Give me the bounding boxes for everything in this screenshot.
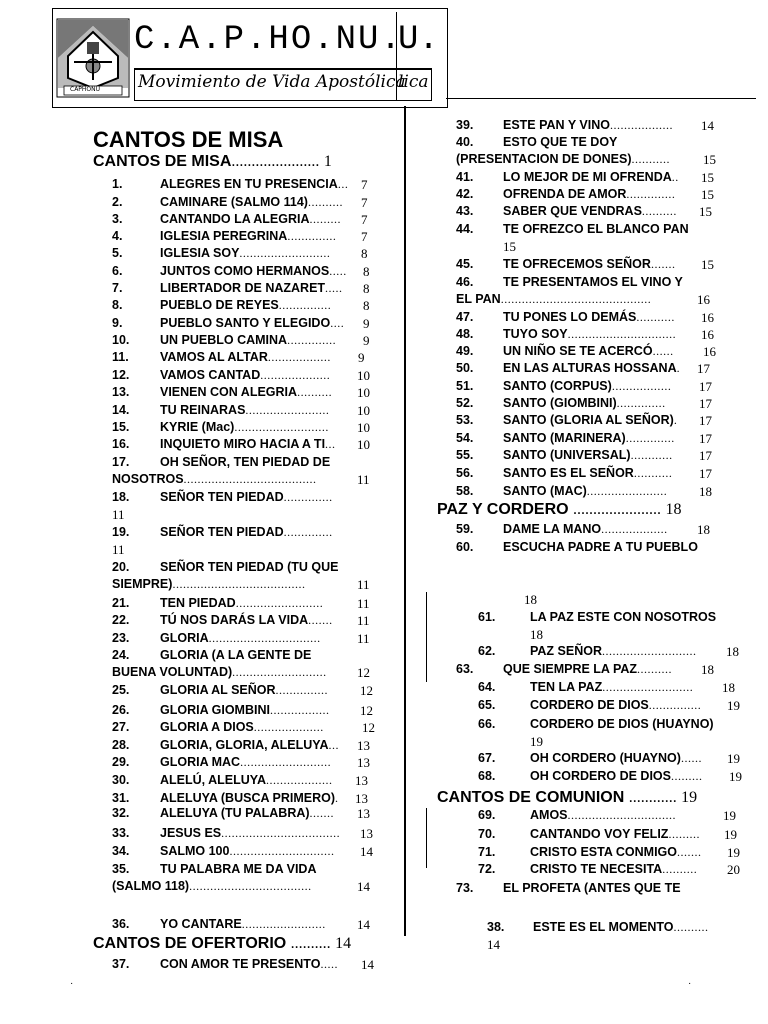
- entry-number: 56.: [456, 466, 474, 480]
- entry-number: 27.: [112, 720, 130, 734]
- entry-number: 51.: [456, 379, 474, 393]
- entry-title: ALELUYA (TU PALABRA).......: [160, 806, 335, 820]
- logo: [56, 18, 130, 98]
- entry-number: 52.: [456, 396, 474, 410]
- margin-bar: [426, 592, 427, 682]
- entry-title: TU REINARAS........................: [160, 403, 330, 417]
- entry-title: JUNTOS COMO HERMANOS.....: [160, 264, 347, 278]
- entry-title: ALEGRES EN TU PRESENCIA...: [160, 177, 349, 191]
- entry-number: 50.: [456, 361, 474, 375]
- entry-number: 54.: [456, 431, 474, 445]
- entry-title: UN PUEBLO CAMINA..............: [160, 333, 337, 347]
- section-heading-comunion: [437, 789, 697, 807]
- heading-text: CANTOS DE MISA: [93, 153, 232, 170]
- page-number: 19: [681, 789, 698, 806]
- entry-page: 18: [699, 484, 712, 499]
- entry-number: 25.: [112, 683, 130, 697]
- entry-title: SEÑOR TEN PIEDAD (TU QUE: [160, 560, 339, 574]
- entry-page: 11: [357, 577, 370, 592]
- entry-number: 73.: [456, 881, 474, 895]
- entry-title: TU PONES LO DEMÁS...........: [503, 310, 675, 324]
- entry-page: 15: [701, 170, 714, 185]
- entry-number: 47.: [456, 310, 474, 324]
- entry-title: ESCUCHA PADRE A TU PUEBLO: [503, 540, 698, 554]
- entry-title: TÚ NOS DARÁS LA VIDA.......: [160, 613, 333, 627]
- entry-number: 5.: [112, 246, 123, 260]
- entry-page: 9: [363, 333, 370, 348]
- entry-page: 13: [357, 806, 370, 821]
- entry-title: SEÑOR TEN PIEDAD..............: [160, 490, 333, 504]
- entry-page: 14: [701, 118, 714, 133]
- entry-page: 12: [362, 720, 375, 735]
- logo-caption: CAPHONU: [70, 86, 101, 93]
- entry-number: 49.: [456, 344, 474, 358]
- entry-page: 17: [699, 466, 712, 481]
- entry-number: 15.: [112, 420, 130, 434]
- heading-text: PAZ Y CORDERO: [437, 501, 569, 518]
- entry-number: 58.: [456, 484, 474, 498]
- leader-dots: ............: [628, 789, 677, 806]
- entry-number: 41.: [456, 170, 474, 184]
- entry-page: 13: [357, 738, 370, 753]
- entry-title: CORDERO DE DIOS (HUAYNO): [530, 717, 714, 731]
- entry-title: VAMOS CANTAD....................: [160, 368, 331, 382]
- entry-number: 1.: [112, 177, 123, 191]
- leader-dots: ..........: [290, 935, 331, 952]
- entry-page: 15: [703, 152, 716, 167]
- entry-title: GLORIA MAC..........................: [160, 755, 332, 769]
- entry-page: 9: [363, 316, 370, 331]
- entry-page: 11: [112, 542, 125, 557]
- section-heading-paz: [437, 501, 681, 519]
- entry-page: 13: [357, 755, 370, 770]
- entry-page: 11: [357, 613, 370, 628]
- entry-title: CRISTO TE NECESITA..........: [530, 862, 698, 876]
- entry-page: 18: [722, 680, 735, 695]
- section-title: CANTOS DE MISA: [93, 127, 284, 152]
- entry-title: TE OFREZCO EL BLANCO PAN: [503, 222, 689, 236]
- entry-page: 13: [355, 773, 368, 788]
- entry-number: 64.: [478, 680, 496, 694]
- entry-title: PUEBLO SANTO Y ELEGIDO....: [160, 316, 345, 330]
- entry-page: 16: [697, 292, 710, 307]
- entry-title: YO CANTARE........................: [160, 917, 326, 931]
- entry-title: ALELUYA (BUSCA PRIMERO).: [160, 791, 339, 805]
- entry-page: 8: [363, 264, 370, 279]
- entry-title: IGLESIA SOY..........................: [160, 246, 331, 260]
- entry-number: 3.: [112, 212, 123, 226]
- entry-page: 14: [357, 917, 370, 932]
- entry-page: 15: [701, 257, 714, 272]
- entry-title: AMOS...............................: [530, 808, 676, 822]
- entry-number: 53.: [456, 413, 474, 427]
- entry-number: 40.: [456, 135, 474, 149]
- entry-title: PUEBLO DE REYES...............: [160, 298, 332, 312]
- entry-number: 37.: [112, 957, 130, 971]
- entry-title: LIBERTADOR DE NAZARET.....: [160, 281, 343, 295]
- entry-title: SANTO (MAC).......................: [503, 484, 668, 498]
- entry-page: 19: [723, 808, 736, 823]
- entry-title: VAMOS AL ALTAR..................: [160, 350, 331, 364]
- entry-page: 19: [727, 751, 740, 766]
- entry-title: TEN PIEDAD.........................: [160, 596, 324, 610]
- entry-page: 18: [524, 592, 537, 607]
- entry-page: 19: [530, 734, 543, 749]
- entry-page: 17: [697, 361, 710, 376]
- entry-title: OH CORDERO DE DIOS.........: [530, 769, 703, 783]
- entry-number: 59.: [456, 522, 474, 536]
- entry-title: VIENEN CON ALEGRIA..........: [160, 385, 333, 399]
- entry-number: 32.: [112, 806, 130, 820]
- entry-number: 42.: [456, 187, 474, 201]
- entry-number: 11.: [112, 350, 129, 364]
- entry-page: 9: [358, 350, 365, 365]
- entry-title: GLORIA (A LA GENTE DE: [160, 648, 312, 662]
- entry-title-cont: (PRESENTACION DE DONES)...........: [456, 152, 670, 166]
- entry-number: 33.: [112, 826, 130, 840]
- entry-number: 29.: [112, 755, 130, 769]
- entry-title: OH SEÑOR, TEN PIEDAD DE: [160, 455, 331, 469]
- entry-number: 48.: [456, 327, 474, 341]
- entry-page: 7: [361, 177, 368, 192]
- entry-number: 10.: [112, 333, 130, 347]
- entry-page: 12: [360, 683, 373, 698]
- entry-number: 30.: [112, 773, 130, 787]
- brand-title: C.A.P.HO.NU.: [134, 21, 403, 59]
- entry-title: EN LAS ALTURAS HOSSANA.: [503, 361, 681, 375]
- entry-title: CAMINARE (SALMO 114)..........: [160, 195, 343, 209]
- entry-page: 10: [357, 385, 370, 400]
- entry-number: 8.: [112, 298, 123, 312]
- entry-page: 14: [360, 844, 373, 859]
- column-divider: [404, 106, 406, 936]
- entry-number: 26.: [112, 703, 130, 717]
- entry-title: ESTO QUE TE DOY: [503, 135, 618, 149]
- entry-page: 17: [699, 413, 712, 428]
- section-heading-ofertorio: [93, 935, 351, 953]
- entry-title: SEÑOR TEN PIEDAD..............: [160, 525, 333, 539]
- entry-title: ESTE ES EL MOMENTO..........: [533, 920, 709, 934]
- entry-page: 8: [361, 246, 368, 261]
- entry-page: 16: [701, 310, 714, 325]
- entry-title: QUE SIEMPRE LA PAZ..........: [503, 662, 673, 676]
- entry-title: SANTO (CORPUS).................: [503, 379, 672, 393]
- entry-title-cont: NOSOTROS......................................: [112, 472, 317, 486]
- page-number: 1: [323, 153, 332, 170]
- entry-title: UN NIÑO SE TE ACERCÓ......: [503, 344, 674, 358]
- entry-title: CANTANDO VOY FELIZ.........: [530, 827, 700, 841]
- entry-title: TU PALABRA ME DA VIDA: [160, 862, 317, 876]
- entry-title: ESTE PAN Y VINO..................: [503, 118, 673, 132]
- entry-number: 2.: [112, 195, 123, 209]
- page-mark: ·: [70, 978, 74, 989]
- entry-number: 68.: [478, 769, 496, 783]
- entry-title: PAZ SEÑOR...........................: [530, 644, 697, 658]
- entry-page: 10: [357, 420, 370, 435]
- entry-title: LO MEJOR DE MI OFRENDA..: [503, 170, 679, 184]
- entry-title: CANTANDO LA ALEGRIA.........: [160, 212, 342, 226]
- entry-title: EL PROFETA (ANTES QUE TE: [503, 881, 681, 895]
- entry-page: 10: [357, 368, 370, 383]
- entry-title: TEN LA PAZ..........................: [530, 680, 694, 694]
- entry-title: SANTO (GLORIA AL SEÑOR).: [503, 413, 678, 427]
- entry-page: 12: [360, 703, 373, 718]
- entry-number: 62.: [478, 644, 496, 658]
- tagline: Movimiento de Vida Apostólica: [138, 72, 406, 92]
- entry-page: 7: [361, 212, 368, 227]
- entry-title: SANTO (UNIVERSAL)............: [503, 448, 673, 462]
- entry-title-cont: SIEMPRE)......................................: [112, 577, 306, 591]
- entry-number: 23.: [112, 631, 130, 645]
- entry-page: 15: [701, 187, 714, 202]
- entry-title: CON AMOR TE PRESENTO.....: [160, 957, 338, 971]
- entry-number: 35.: [112, 862, 130, 876]
- entry-title: OH CORDERO (HUAYNO)......: [530, 751, 702, 765]
- entry-page: 10: [357, 403, 370, 418]
- entry-number: 21.: [112, 596, 130, 610]
- entry-title: SANTO (GIOMBINI)..............: [503, 396, 666, 410]
- entry-number: 46.: [456, 275, 474, 289]
- entry-page: 17: [699, 431, 712, 446]
- entry-page: 13: [360, 826, 373, 841]
- entry-number: 65.: [478, 698, 496, 712]
- entry-title: LA PAZ ESTE CON NOSOTROS: [530, 610, 717, 624]
- entry-page: 19: [727, 698, 740, 713]
- entry-number: 17.: [112, 455, 130, 469]
- entry-title: CORDERO DE DIOS...............: [530, 698, 702, 712]
- entry-title: GLORIA A DIOS....................: [160, 720, 324, 734]
- entry-number: 39.: [456, 118, 474, 132]
- entry-title: GLORIA AL SEÑOR...............: [160, 683, 329, 697]
- entry-page: 11: [112, 507, 125, 522]
- entry-number: 71.: [478, 845, 496, 859]
- entry-page: 18: [701, 662, 714, 677]
- entry-number: 38.: [487, 920, 505, 934]
- entry-page: 11: [357, 631, 370, 646]
- entry-page: 19: [727, 845, 740, 860]
- entry-number: 67.: [478, 751, 496, 765]
- page-mark: ·: [688, 978, 692, 989]
- entry-title: IGLESIA PEREGRINA..............: [160, 229, 337, 243]
- heading-text: CANTOS DE OFERTORIO: [93, 935, 287, 952]
- entry-title: GLORIA GIOMBINI.................: [160, 703, 330, 717]
- entry-number: 9.: [112, 316, 123, 330]
- entry-title: SANTO (MARINERA)..............: [503, 431, 675, 445]
- entry-number: 20.: [112, 560, 130, 574]
- entry-number: 22.: [112, 613, 130, 627]
- entry-page: 7: [361, 229, 368, 244]
- entry-number: 63.: [456, 662, 474, 676]
- entry-page: 19: [729, 769, 742, 784]
- entry-page: 8: [363, 298, 370, 313]
- entry-number: 18.: [112, 490, 130, 504]
- entry-title: DAME LA MANO...................: [503, 522, 668, 536]
- tagline-fragment: lica: [398, 72, 429, 92]
- entry-title-cont: BUENA VOLUNTAD)...........................: [112, 665, 327, 679]
- entry-title: TE OFRECEMOS SEÑOR.......: [503, 257, 676, 271]
- entry-title: TUYO SOY...............................: [503, 327, 677, 341]
- entry-page: 17: [699, 379, 712, 394]
- entry-page: 16: [703, 344, 716, 359]
- entry-title-cont: (SALMO 118)...................................: [112, 879, 312, 893]
- page-number: 18: [665, 501, 682, 518]
- entry-number: 28.: [112, 738, 130, 752]
- entry-page: 7: [361, 195, 368, 210]
- entry-number: 45.: [456, 257, 474, 271]
- leader-dots: ......................: [231, 153, 320, 170]
- entry-number: 43.: [456, 204, 474, 218]
- entry-page: 16: [701, 327, 714, 342]
- entry-number: 60.: [456, 540, 474, 554]
- entry-title: GLORIA................................: [160, 631, 321, 645]
- entry-page: 18: [697, 522, 710, 537]
- entry-number: 7.: [112, 281, 123, 295]
- entry-number: 34.: [112, 844, 130, 858]
- entry-page: 8: [363, 281, 370, 296]
- entry-number: 69.: [478, 808, 496, 822]
- entry-page: 19: [724, 827, 737, 842]
- entry-title: TE PRESENTAMOS EL VINO Y: [503, 275, 683, 289]
- entry-number: 19.: [112, 525, 130, 539]
- margin-bar: [426, 808, 427, 868]
- entry-page: 18: [530, 627, 543, 642]
- entry-number: 55.: [456, 448, 474, 462]
- entry-title-cont: EL PAN...........................................: [456, 292, 652, 306]
- entry-page: 15: [699, 204, 712, 219]
- entry-page: 20: [727, 862, 740, 877]
- entry-page: 11: [357, 472, 370, 487]
- entry-page: 15: [503, 239, 516, 254]
- entry-number: 61.: [478, 610, 496, 624]
- entry-number: 4.: [112, 229, 123, 243]
- entry-title: INQUIETO MIRO HACIA A TI...: [160, 437, 336, 451]
- entry-number: 66.: [478, 717, 496, 731]
- entry-number: 31.: [112, 791, 130, 805]
- entry-number: 13.: [112, 385, 130, 399]
- entry-title: CRISTO ESTA CONMIGO.......: [530, 845, 702, 859]
- entry-page: 17: [699, 448, 712, 463]
- entry-number: 14.: [112, 403, 130, 417]
- entry-page: 14: [357, 879, 370, 894]
- entry-page: 11: [357, 596, 370, 611]
- page-number: 14: [335, 935, 352, 952]
- entry-number: 70.: [478, 827, 496, 841]
- entry-page: 14: [487, 937, 500, 952]
- entry-number: 16.: [112, 437, 130, 451]
- entry-title: OFRENDA DE AMOR..............: [503, 187, 676, 201]
- entry-number: 6.: [112, 264, 123, 278]
- entry-page: 13: [355, 791, 368, 806]
- brand-title-fragment: U.: [398, 21, 439, 59]
- entry-title: GLORIA, GLORIA, ALELUYA...: [160, 738, 340, 752]
- entry-page: 10: [357, 437, 370, 452]
- entry-page: 12: [357, 665, 370, 680]
- leader-dots: ......................: [573, 501, 662, 518]
- heading-text: CANTOS DE COMUNION: [437, 789, 625, 806]
- entry-page: 17: [699, 396, 712, 411]
- entry-page: 14: [361, 957, 374, 972]
- entry-number: 72.: [478, 862, 496, 876]
- entry-title: JESUS ES..................................: [160, 826, 341, 840]
- entry-number: 24.: [112, 648, 130, 662]
- entry-title: SABER QUE VENDRAS..........: [503, 204, 677, 218]
- entry-number: 44.: [456, 222, 474, 236]
- section-heading-misa: [93, 153, 332, 171]
- entry-number: 12.: [112, 368, 130, 382]
- entry-title: SANTO ES EL SEÑOR...........: [503, 466, 673, 480]
- entry-page: 18: [726, 644, 739, 659]
- header-rule: [446, 98, 756, 99]
- entry-title: SALMO 100..............................: [160, 844, 335, 858]
- entry-title: ALELÚ, ALELUYA...................: [160, 773, 333, 787]
- entry-number: 36.: [112, 917, 130, 931]
- entry-title: KYRIE (Mac)...........................: [160, 420, 329, 434]
